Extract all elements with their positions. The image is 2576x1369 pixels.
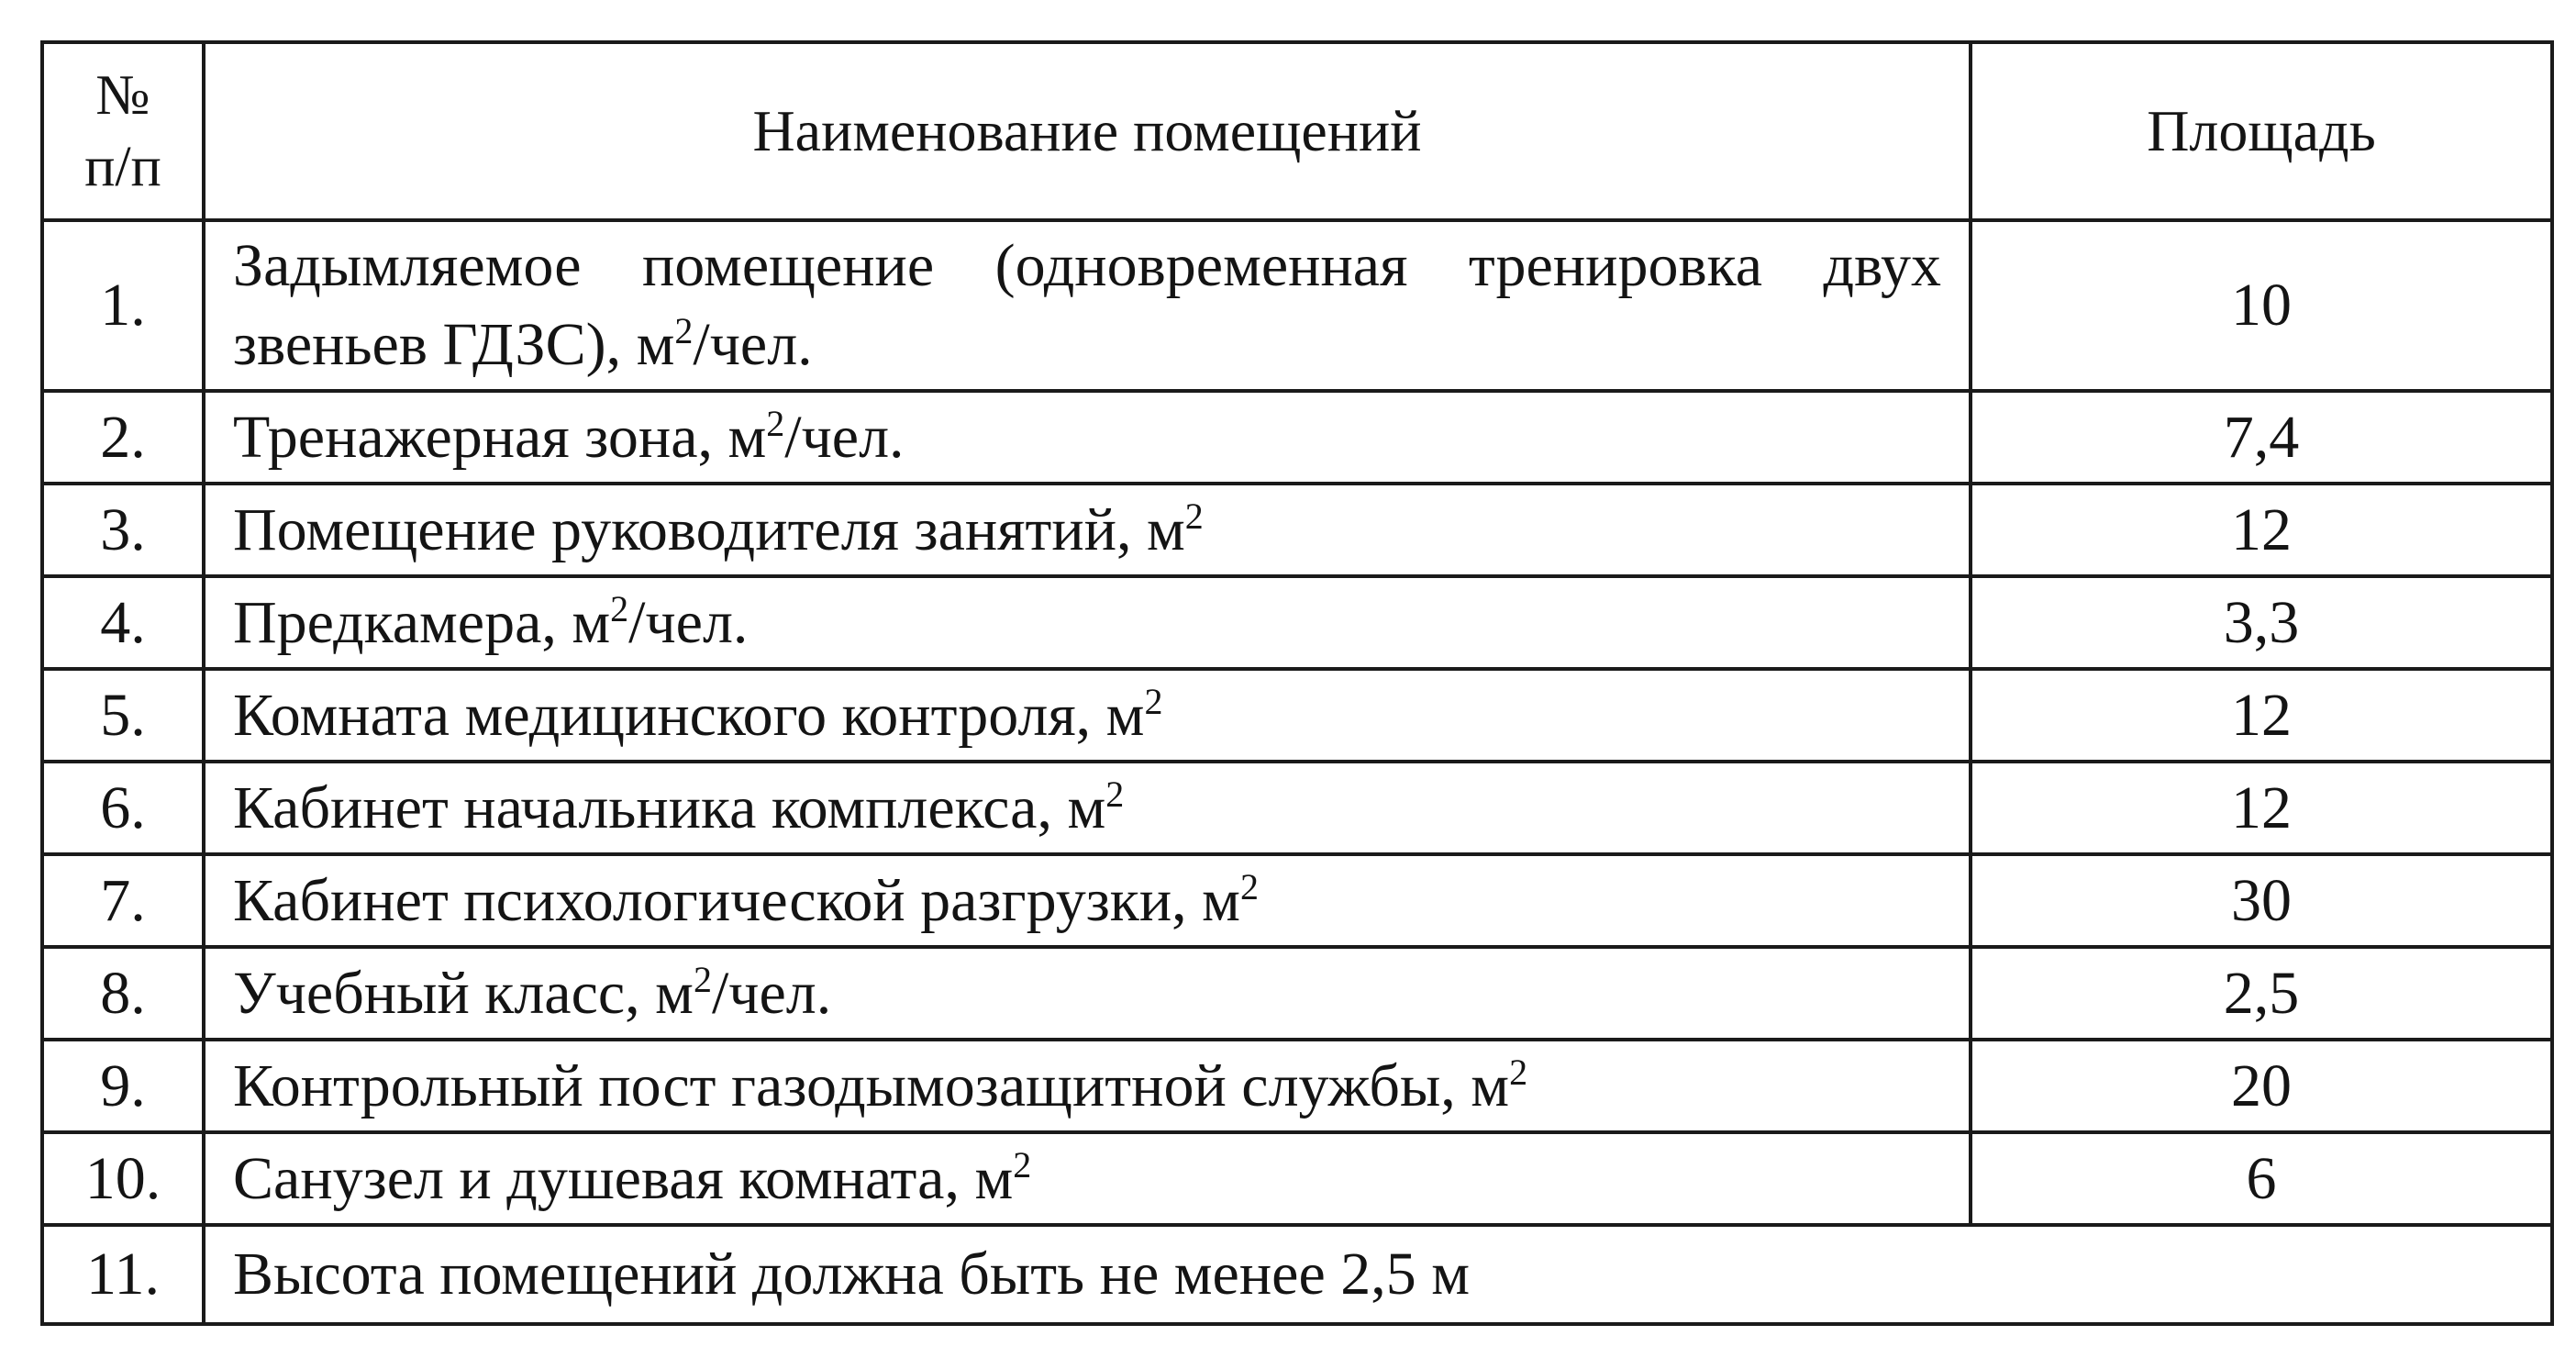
row-number: 3.: [42, 484, 204, 576]
row-room-name: Учебный класс, $м^2$/чел.: [204, 947, 1971, 1040]
rooms-table-container: [40, 40, 2554, 1326]
row-room-name: Задымляемое помещение (одновременная тренировка двух звеньев ГДЗС), $м^2$/чел.: [204, 220, 1971, 391]
table-row: [42, 854, 2552, 947]
row-number: 1.: [42, 220, 204, 391]
header-number-line1: №: [95, 64, 150, 127]
row-area: 7,4: [1971, 391, 2552, 484]
row-area: 12: [1971, 669, 2552, 762]
row-number: 4.: [42, 576, 204, 669]
row-room-name: Комната медицинского контроля, $м^2$: [204, 669, 1971, 762]
table-header-row: [42, 42, 2552, 220]
table-row: [42, 1040, 2552, 1132]
row-room-name: Тренажерная зона, $м^2$/чел.: [204, 391, 1971, 484]
row-room-name: Предкамера, $м^2$/чел.: [204, 576, 1971, 669]
row-number: 6.: [42, 762, 204, 854]
table-row: [42, 762, 2552, 854]
table-row: [42, 947, 2552, 1040]
header-number-line2: п/п: [84, 136, 161, 198]
row-area: 12: [1971, 484, 2552, 576]
table-footer-row: [42, 1225, 2552, 1324]
row-room-name: Помещение руководителя занятий, $м^2$: [204, 484, 1971, 576]
row-area: 20: [1971, 1040, 2552, 1132]
row-number: 9.: [42, 1040, 204, 1132]
row-area: 12: [1971, 762, 2552, 854]
table-row: [42, 1132, 2552, 1225]
footer-note: Высота помещений должна быть не менее 2,5 м: [204, 1225, 2552, 1324]
table-row: [42, 484, 2552, 576]
row-number: 7.: [42, 854, 204, 947]
row-number: 10.: [42, 1132, 204, 1225]
row-number: 8.: [42, 947, 204, 1040]
row-room-name: Контрольный пост газодымозащитной службы, $м^2$: [204, 1040, 1971, 1132]
row-number: 11.: [42, 1225, 204, 1324]
table-row: [42, 669, 2552, 762]
row-area: 6: [1971, 1132, 2552, 1225]
row-area: 30: [1971, 854, 2552, 947]
header-area: Площадь: [1971, 42, 2552, 220]
row-room-name: Кабинет начальника комплекса, $м^2$: [204, 762, 1971, 854]
table-row: [42, 220, 2552, 391]
row-area: 3,3: [1971, 576, 2552, 669]
row-room-name: Санузел и душевая комната, $м^2$: [204, 1132, 1971, 1225]
header-number: [42, 42, 204, 220]
table-row: [42, 391, 2552, 484]
header-room-name: Наименование помещений: [204, 42, 1971, 220]
row-area: 10: [1971, 220, 2552, 391]
rooms-table: [40, 40, 2554, 1326]
row-number: 5.: [42, 669, 204, 762]
row-room-name: Кабинет психологической разгрузки, $м^2$: [204, 854, 1971, 947]
row-number: 2.: [42, 391, 204, 484]
row-area: 2,5: [1971, 947, 2552, 1040]
table-row: [42, 576, 2552, 669]
